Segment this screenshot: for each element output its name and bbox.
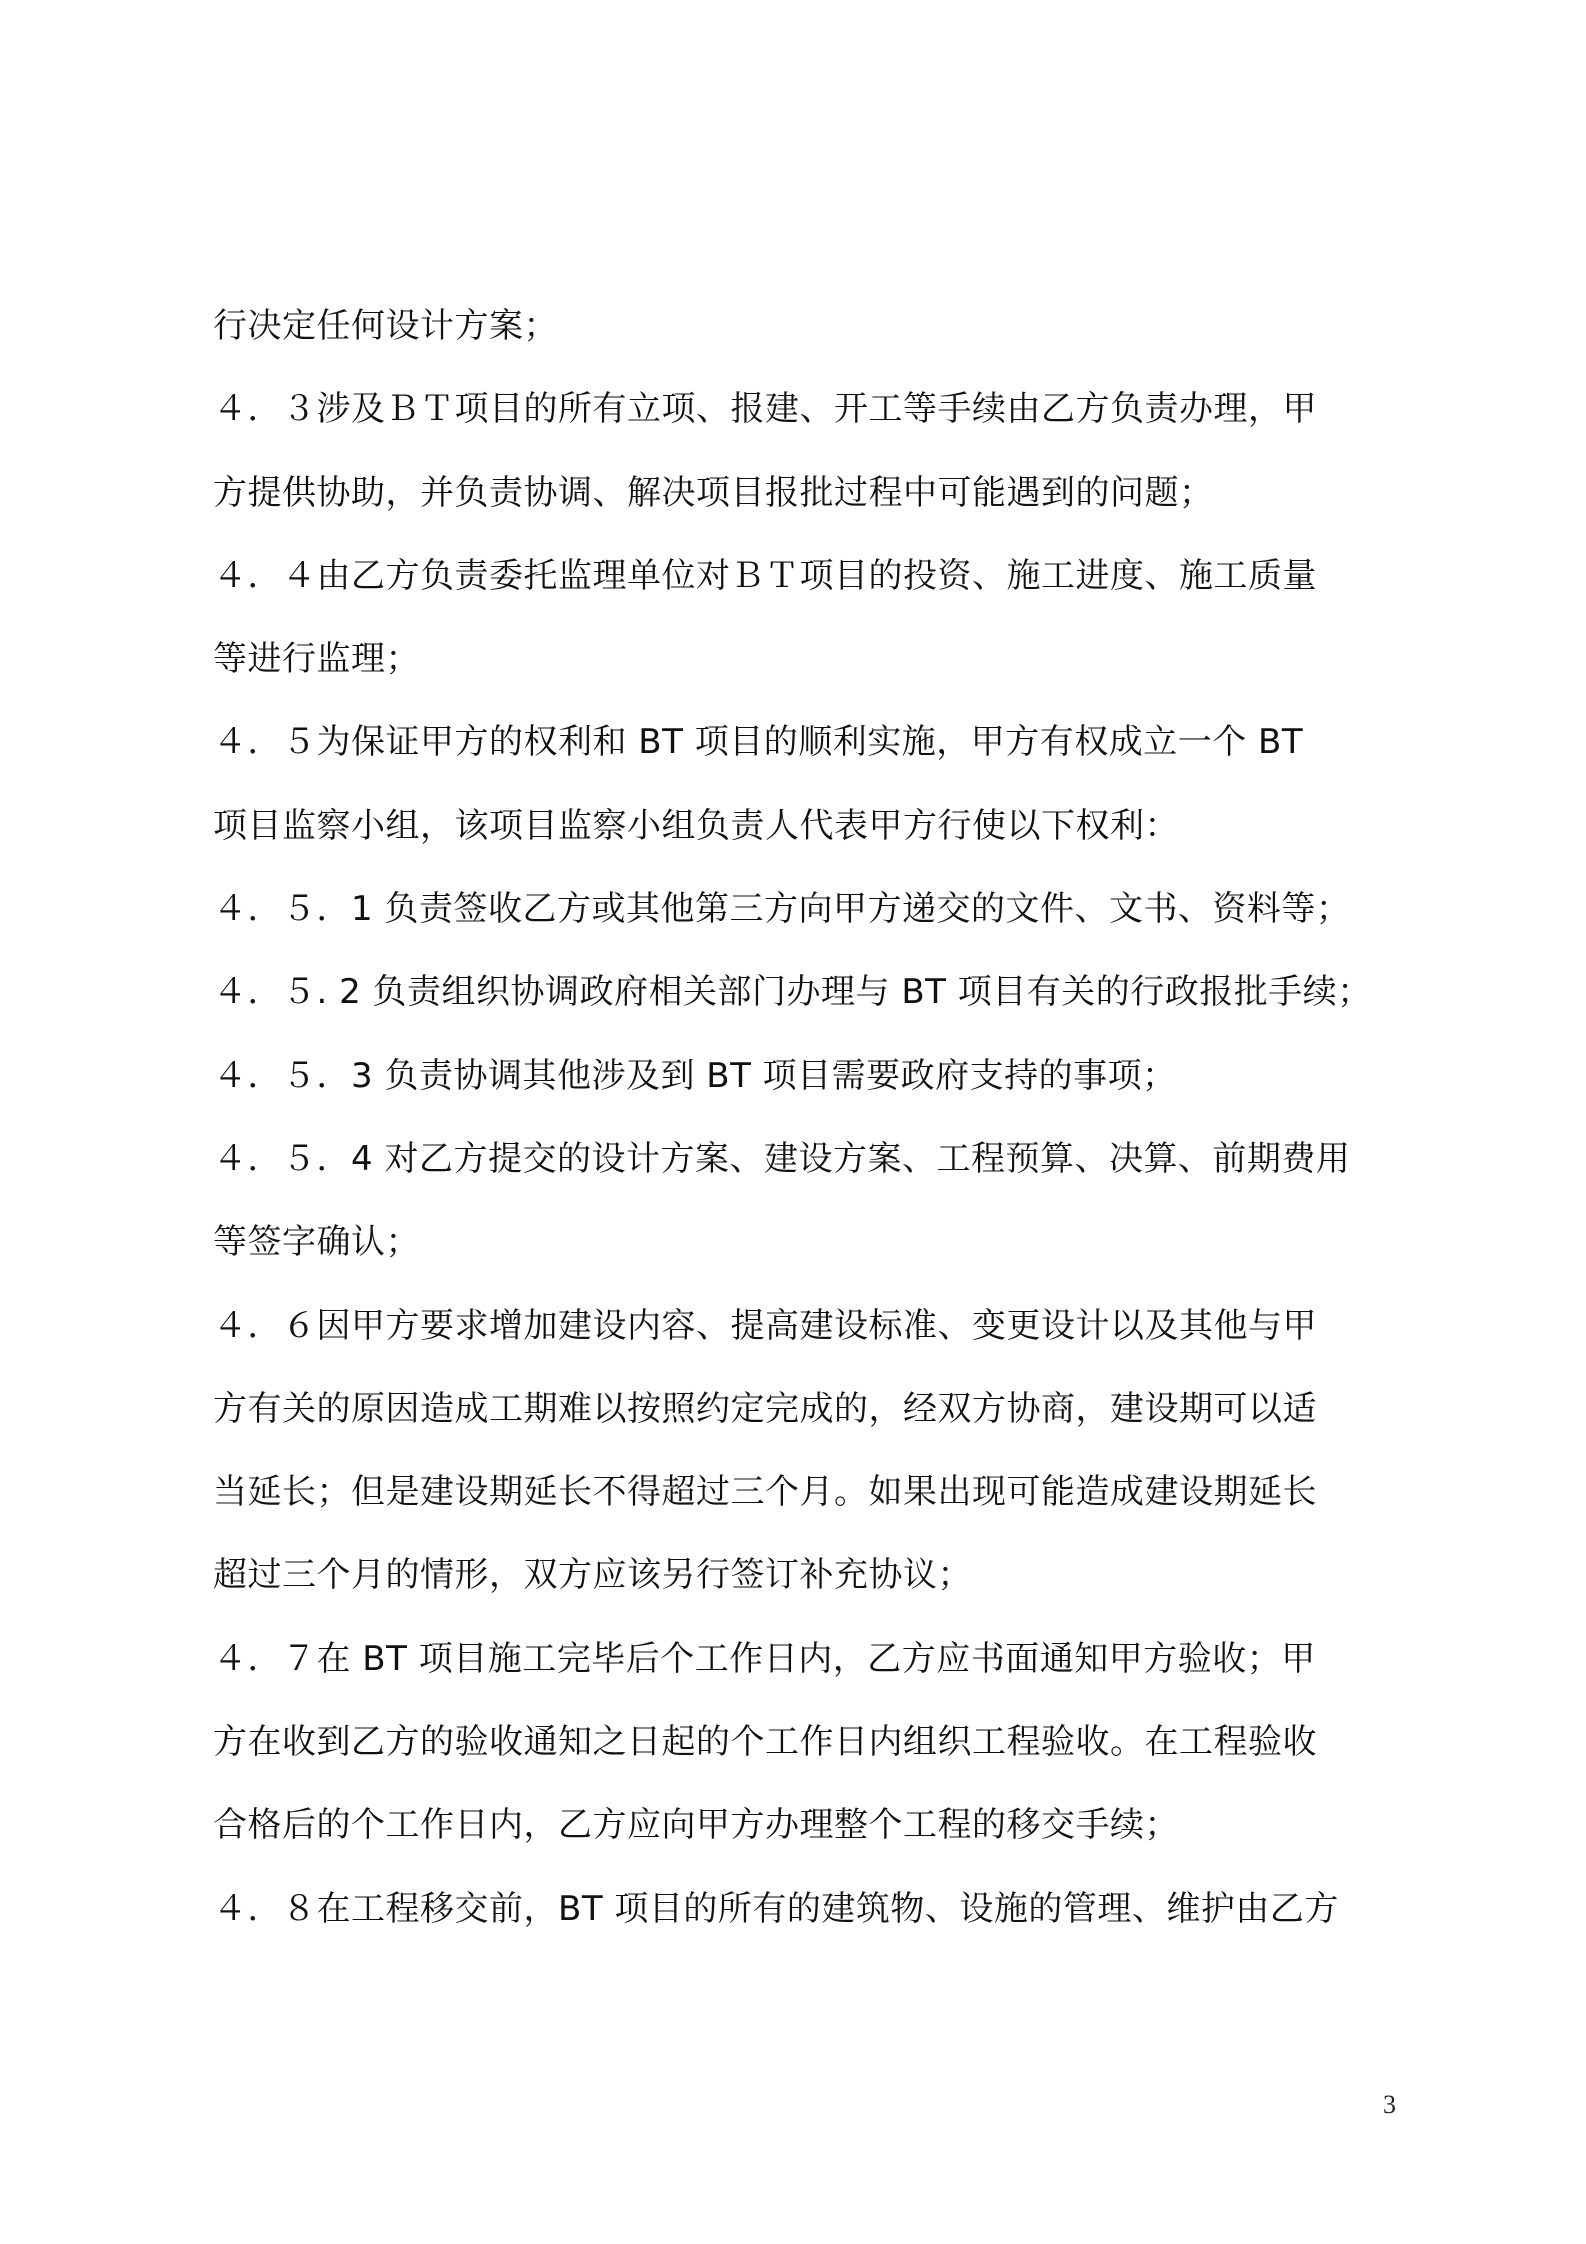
text-line: 合格后的个工作日内，乙方应向甲方办理整个工程的移交手续； [213,1805,1179,1846]
text-line: ４．３涉及ＢＴ项目的所有立项、报建、开工等手续由乙方负责办理，甲 [213,389,1317,430]
text-line: 超过三个月的情形，双方应该另行签订补充协议； [213,1555,972,1596]
page-number: 3 [1383,2090,1396,2119]
text-line: 等进行监理； [213,639,420,680]
text-line: ４．４由乙方负责委托监理单位对ＢＴ项目的投资、施工进度、施工质量 [213,555,1317,596]
text-line: ４．５. 2 负责组织协调政府相关部门办理与 BT 项目有关的行政报批手续； [213,972,1372,1013]
text-line: ４．５．4 对乙方提交的设计方案、建设方案、工程预算、决算、前期费用 [213,1138,1351,1179]
body-text [213,285,1403,1951]
text-line: ４．５．1 负责签收乙方或其他第三方向甲方递交的文件、文书、资料等； [213,889,1351,930]
text-line: 项目监察小组，该项目监察小组负责人代表甲方行使以下权利： [213,805,1179,846]
text-line: 等签字确认； [213,1222,420,1263]
text-line: 行决定任何设计方案； [213,306,558,346]
text-line: 方有关的原因造成工期难以按照约定完成的，经双方协商，建设期可以适 [213,1388,1317,1429]
text-line: ４．７在 BT 项目施工完毕后个工作日内，乙方应书面通知甲方验收；甲 [213,1638,1316,1679]
text-line: ４．５．3 负责协调其他涉及到 BT 项目需要政府支持的事项； [213,1055,1177,1096]
text-line: ４．５为保证甲方的权利和 BT 项目的顺利实施，甲方有权成立一个 BT [213,722,1304,763]
text-line: ４．８在工程移交前，BT 项目的所有的建筑物、设施的管理、维护由乙方 [213,1888,1339,1929]
text-line: 方在收到乙方的验收通知之日起的个工作日内组织工程验收。在工程验收 [213,1722,1317,1763]
text-line: 方提供协助，并负责协调、解决项目报批过程中可能遇到的问题； [213,472,1214,513]
text-line: 当延长；但是建设期延长不得超过三个月。如果出现可能造成建设期延长 [213,1472,1317,1513]
text-line: ４．６因甲方要求增加建设内容、提高建设标准、变更设计以及其他与甲 [213,1305,1317,1346]
